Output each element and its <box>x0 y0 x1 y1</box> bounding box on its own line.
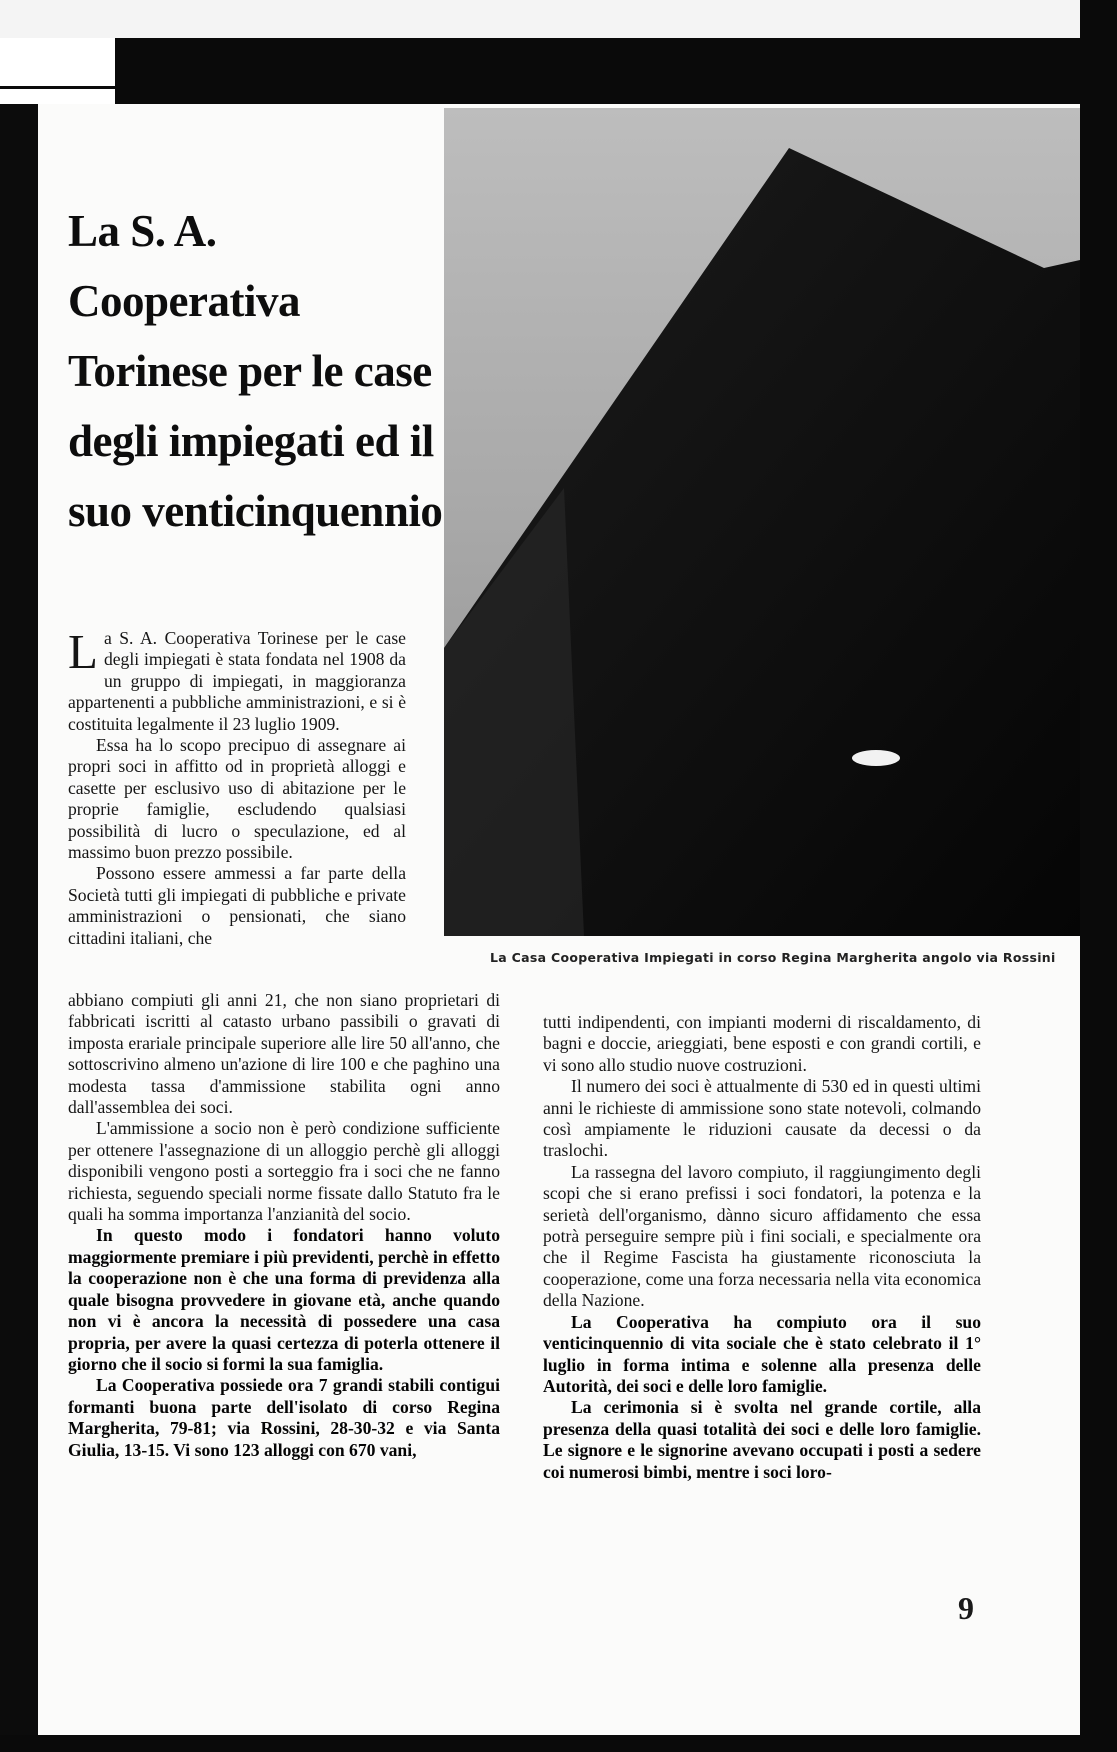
photo-caption: La Casa Cooperativa Impiegati in corso Regina Margherita angolo via Rossini <box>490 950 1056 965</box>
text-column-left-bottom <box>68 990 500 1461</box>
paragraph-text: a S. A. Cooperativa Torinese per le case degli impiegati è stata fondata nel 1908 da un gruppo di impiegati, in maggioranza appartenenti a pubbliche amministrazioni, e si è costituita legalmente il 23 luglio 1909. <box>68 628 406 734</box>
scan-left-border <box>0 104 38 1752</box>
building-photo <box>444 108 1080 936</box>
paragraph: La Cooperativa possiede ora 7 grandi stabili contigui formanti buona parte dell'isolato di corso Regina Margherita, 79-81; via Rossini, 28-30-32 e via Santa Giulia, 13-15. Vi sono 123 alloggi con 670 vani, <box>68 1375 500 1460</box>
scan-top-border <box>115 38 1117 104</box>
building-photo-graphic <box>444 108 1080 936</box>
paragraph: L'ammissione a socio non è però condizione sufficiente per ottenere l'assegnazione di un alloggio perchè gli alloggi disponibili vengono posti a sorteggio fra i soci che ne fanno richiesta, seguendo speciali norme fissate dallo Statuto fra le quali ha somma importanza l'anzianità del socio. <box>68 1118 500 1225</box>
paragraph: La rassegna del lavoro compiuto, il raggiungimento degli scopi che si erano prefissi i soci fondatori, la potenza e la serietà dell'organismo, dànno sicuro affidamento che essa potrà perseguire sempre più i fini sociali, e specialmente ora che il Regime Fascista ha giustamente riconosciuta la cooperazione, come una forza necessaria nella vita economica della Nazione. <box>543 1161 981 1311</box>
paragraph: Essa ha lo scopo precipuo di assegnare ai propri soci in affitto od in proprietà alloggi e casette per esclusivo uso di abitazione per le proprie famiglie, escludendo qualsiasi possibilità di lucro o speculazione, ed al massimo buon prezzo possibile. <box>68 735 406 863</box>
paragraph: abbiano compiuti gli anni 21, che non siano proprietari di fabbricati iscritti al catasto urbano passibili o gravati di imposta erariale principale superiore alle lire 50 all'anno, che sottoscrivino almeno un'azione di lire 100 e che paghino una modesta tassa d'ammissione stabilita ogni anno dall'assemblea dei soci. <box>68 990 500 1118</box>
paragraph: La Cooperativa ha compiuto ora il suo venticinquennio di vita sociale che è stato celebrato il 1° luglio in forma intima e solenne alla presenza delle Autorità, dei soci e delle loro famiglie. <box>543 1311 981 1396</box>
paragraph: In questo modo i fondatori hanno voluto maggiormente premiare i più previdenti, perchè in effetto la cooperazione non è che una forma di previdenza alla quale bisogna provvedere in giovane età, anche quando non vi è ancora la necessità di possedere una casa propria, per avere la quasi certezza di poterla ottenere il giorno che il socio si formi la sua famiglia. <box>68 1225 500 1374</box>
text-column-right <box>543 1012 981 1483</box>
paragraph: tutti indipendenti, con impianti moderni di riscaldamento, di bagni e doccie, arieggiati, bene esposti e con grandi cortili, e vi sono allo studio nuove costruzioni. <box>543 1012 981 1075</box>
scan-top-margin <box>0 0 1117 38</box>
page-number: 9 <box>958 1590 974 1626</box>
scan-bottom-border <box>0 1735 1117 1752</box>
article-title: La S. A. Cooperativa Torinese per le case degli impiegati ed il suo venticinquennio <box>68 206 443 536</box>
paragraph: La cerimonia si è svolta nel grande cortile, alla presenza della quasi totalità dei soci e delle loro famiglie. Le signore e le signorine avevano occupati i posti a sedere coi numerosi bimbi, mentre i soci loro- <box>543 1397 981 1482</box>
scan-corner-notch <box>0 38 115 89</box>
paragraph: Il numero dei soci è attualmente di 530 ed in questi ultimi anni le richieste di ammissione sono state notevoli, colmando così ampiamente le riduzioni causate da decessi o da traslochi. <box>543 1076 981 1161</box>
text-column-left-top <box>68 624 406 949</box>
scan-right-border <box>1080 0 1117 1752</box>
drop-cap: L <box>68 624 98 679</box>
paragraph: Possono essere ammessi a far parte della Società tutti gli impiegati di pubbliche e private amministrazioni o pensionati, che siano cittadini italiani, che <box>68 863 406 948</box>
paragraph <box>68 624 406 735</box>
